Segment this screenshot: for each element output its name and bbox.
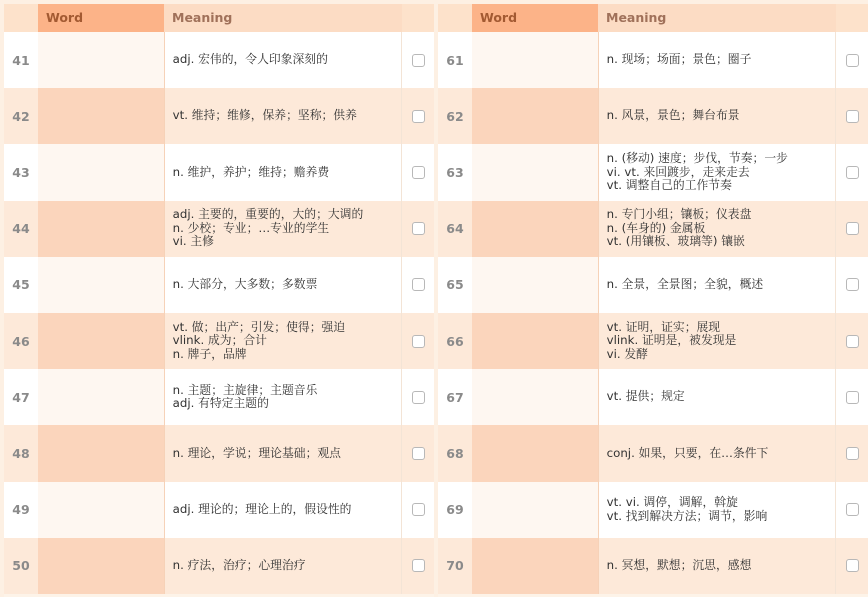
table-row xyxy=(4,201,434,257)
word-blank-cell[interactable] xyxy=(38,88,165,144)
word-blank-cell[interactable] xyxy=(472,144,599,200)
checkbox[interactable] xyxy=(846,335,859,348)
meaning-text: n. 现场；场面；景色；圈子 xyxy=(606,52,752,67)
meaning-cell xyxy=(599,538,836,594)
word-blank-cell[interactable] xyxy=(38,425,165,481)
meaning-text: vt. vi. 调停，调解，斡旋 vt. 找到解决方法；调节，影响 xyxy=(606,495,768,523)
word-blank-cell[interactable] xyxy=(38,201,165,257)
meaning-text: n. 主题；主旋律；主题音乐 adj. 有特定主题的 xyxy=(172,382,318,411)
checkbox[interactable] xyxy=(412,278,425,291)
meaning-cell xyxy=(599,482,836,538)
checkbox-cell xyxy=(836,313,868,369)
meaning-text: vt. 证明，证实；展现 vlink. 证明是，被发现是 vi. 发酵 xyxy=(606,319,737,361)
vocab-table-right xyxy=(438,4,868,597)
row-number: 50 xyxy=(4,538,38,594)
row-number: 42 xyxy=(4,88,38,144)
table-header xyxy=(438,4,868,32)
checkbox-cell xyxy=(402,201,434,257)
meaning-text: n. 维护，养护；维持；赡养费 xyxy=(172,164,330,179)
meaning-text: n. 全景，全景图；全貌，概述 xyxy=(606,277,764,292)
table-row xyxy=(438,369,868,425)
row-number: 69 xyxy=(438,482,472,538)
header-number-cell xyxy=(4,4,38,32)
word-blank-cell[interactable] xyxy=(38,257,165,313)
meaning-cell xyxy=(165,538,402,594)
checkbox-cell xyxy=(836,32,868,88)
row-number: 48 xyxy=(4,425,38,481)
meaning-text: adj. 宏伟的，令人印象深刻的 xyxy=(172,52,328,67)
meaning-text: n. 专门小组；镶板；仪表盘 n. (车身的) 金属板 vt. (用镶板、玻璃等) 镶嵌 xyxy=(606,207,752,249)
table-row xyxy=(438,144,868,200)
meaning-cell xyxy=(599,32,836,88)
word-blank-cell[interactable] xyxy=(38,32,165,88)
checkbox[interactable] xyxy=(846,447,859,460)
row-number: 47 xyxy=(4,369,38,425)
table-row xyxy=(4,88,434,144)
table-row xyxy=(4,257,434,313)
meaning-text: vt. 做；出产；引发；使得；强迫 vlink. 成为；合计 n. 牌子，品牌 xyxy=(172,319,346,361)
header-meaning: Meaning xyxy=(598,4,836,32)
table-row xyxy=(438,425,868,481)
meaning-cell xyxy=(165,201,402,257)
header-check-cell xyxy=(402,4,434,32)
word-blank-cell[interactable] xyxy=(472,482,599,538)
checkbox-cell xyxy=(836,88,868,144)
meaning-cell xyxy=(599,425,836,481)
table-row xyxy=(438,257,868,313)
table-row xyxy=(4,538,434,594)
checkbox-cell xyxy=(402,257,434,313)
header-word: Word xyxy=(472,4,598,32)
checkbox-cell xyxy=(402,88,434,144)
table-row xyxy=(4,313,434,369)
word-blank-cell[interactable] xyxy=(472,425,599,481)
table-row xyxy=(4,369,434,425)
meaning-text: vt. 提供；规定 xyxy=(606,389,685,404)
row-number: 62 xyxy=(438,88,472,144)
meaning-cell xyxy=(165,425,402,481)
checkbox-cell xyxy=(836,144,868,200)
meaning-text: n. 冥想，默想；沉思，感想 xyxy=(606,557,752,572)
checkbox[interactable] xyxy=(846,110,859,123)
row-number: 70 xyxy=(438,538,472,594)
meaning-cell xyxy=(165,257,402,313)
checkbox-cell xyxy=(836,482,868,538)
checkbox-cell xyxy=(836,538,868,594)
meaning-cell xyxy=(165,482,402,538)
checkbox[interactable] xyxy=(412,222,425,235)
word-blank-cell[interactable] xyxy=(38,482,165,538)
checkbox-cell xyxy=(402,32,434,88)
checkbox[interactable] xyxy=(846,559,859,572)
checkbox-cell xyxy=(836,425,868,481)
table-row xyxy=(4,482,434,538)
row-number: 61 xyxy=(438,32,472,88)
row-number: 63 xyxy=(438,144,472,200)
meaning-cell xyxy=(165,313,402,369)
checkbox-cell xyxy=(402,538,434,594)
table-row xyxy=(438,538,868,594)
table-row xyxy=(4,32,434,88)
checkbox-cell xyxy=(836,369,868,425)
checkbox[interactable] xyxy=(412,391,425,404)
meaning-cell xyxy=(599,313,836,369)
checkbox[interactable] xyxy=(846,503,859,516)
meaning-text: n. 大部分，大多数；多数票 xyxy=(172,277,318,292)
row-number: 43 xyxy=(4,144,38,200)
meaning-cell xyxy=(599,369,836,425)
meaning-cell xyxy=(165,144,402,200)
word-blank-cell[interactable] xyxy=(472,201,599,257)
meaning-cell xyxy=(165,88,402,144)
checkbox-cell xyxy=(836,257,868,313)
word-blank-cell[interactable] xyxy=(38,144,165,200)
header-number-cell xyxy=(438,4,472,32)
header-meaning: Meaning xyxy=(164,4,402,32)
checkbox-cell xyxy=(402,144,434,200)
table-row xyxy=(438,201,868,257)
row-number: 68 xyxy=(438,425,472,481)
table-row xyxy=(438,482,868,538)
row-number: 49 xyxy=(4,482,38,538)
checkbox[interactable] xyxy=(412,166,425,179)
meaning-text: vt. 维持；维修，保养；坚称；供养 xyxy=(172,108,357,123)
checkbox[interactable] xyxy=(846,166,859,179)
checkbox[interactable] xyxy=(412,447,425,460)
word-blank-cell[interactable] xyxy=(38,313,165,369)
vocab-table-left xyxy=(4,4,434,597)
row-number: 41 xyxy=(4,32,38,88)
header-word: Word xyxy=(38,4,164,32)
checkbox-cell xyxy=(402,369,434,425)
checkbox[interactable] xyxy=(846,278,859,291)
row-number: 66 xyxy=(438,313,472,369)
row-number: 46 xyxy=(4,313,38,369)
checkbox[interactable] xyxy=(412,110,425,123)
row-number: 65 xyxy=(438,257,472,313)
row-number: 45 xyxy=(4,257,38,313)
checkbox[interactable] xyxy=(412,335,425,348)
row-number: 64 xyxy=(438,201,472,257)
checkbox-cell xyxy=(402,482,434,538)
meaning-text: n. 风景，景色；舞台布景 xyxy=(606,108,740,123)
meaning-cell xyxy=(599,257,836,313)
word-blank-cell[interactable] xyxy=(472,313,599,369)
meaning-text: adj. 主要的，重要的，大的；大调的 n. 少校；专业；…专业的学生 vi. 主修 xyxy=(172,207,364,249)
checkbox[interactable] xyxy=(412,503,425,516)
meaning-text: adj. 理论的；理论上的，假设性的 xyxy=(172,501,352,516)
meaning-text: conj. 如果，只要，在…条件下 xyxy=(606,445,769,460)
checkbox-cell xyxy=(402,313,434,369)
meaning-cell xyxy=(165,369,402,425)
table-header xyxy=(4,4,434,32)
meaning-text: n. (移动) 速度；步伐，节奏；一步 vi. vt. 来回踱步，走来走去 vt. 调整自己的工作节奏 xyxy=(606,151,788,193)
word-blank-cell[interactable] xyxy=(38,369,165,425)
checkbox[interactable] xyxy=(846,54,859,67)
checkbox[interactable] xyxy=(412,559,425,572)
checkbox-cell xyxy=(836,201,868,257)
table-row xyxy=(4,425,434,481)
meaning-text: n. 疗法，治疗；心理治疗 xyxy=(172,557,306,572)
row-number: 44 xyxy=(4,201,38,257)
meaning-cell xyxy=(165,32,402,88)
word-blank-cell[interactable] xyxy=(472,538,599,594)
header-check-cell xyxy=(836,4,868,32)
checkbox[interactable] xyxy=(412,54,425,67)
checkbox-cell xyxy=(402,425,434,481)
meaning-cell xyxy=(599,88,836,144)
table-row xyxy=(438,88,868,144)
word-blank-cell[interactable] xyxy=(472,257,599,313)
word-blank-cell[interactable] xyxy=(472,369,599,425)
table-row xyxy=(438,32,868,88)
row-number: 67 xyxy=(438,369,472,425)
word-blank-cell[interactable] xyxy=(472,32,599,88)
checkbox[interactable] xyxy=(846,391,859,404)
meaning-text: n. 理论，学说；理论基础；观点 xyxy=(172,445,341,460)
meaning-cell xyxy=(599,144,836,200)
table-row xyxy=(438,313,868,369)
table-row xyxy=(4,144,434,200)
word-blank-cell[interactable] xyxy=(472,88,599,144)
word-blank-cell[interactable] xyxy=(38,538,165,594)
meaning-cell xyxy=(599,201,836,257)
checkbox[interactable] xyxy=(846,222,859,235)
